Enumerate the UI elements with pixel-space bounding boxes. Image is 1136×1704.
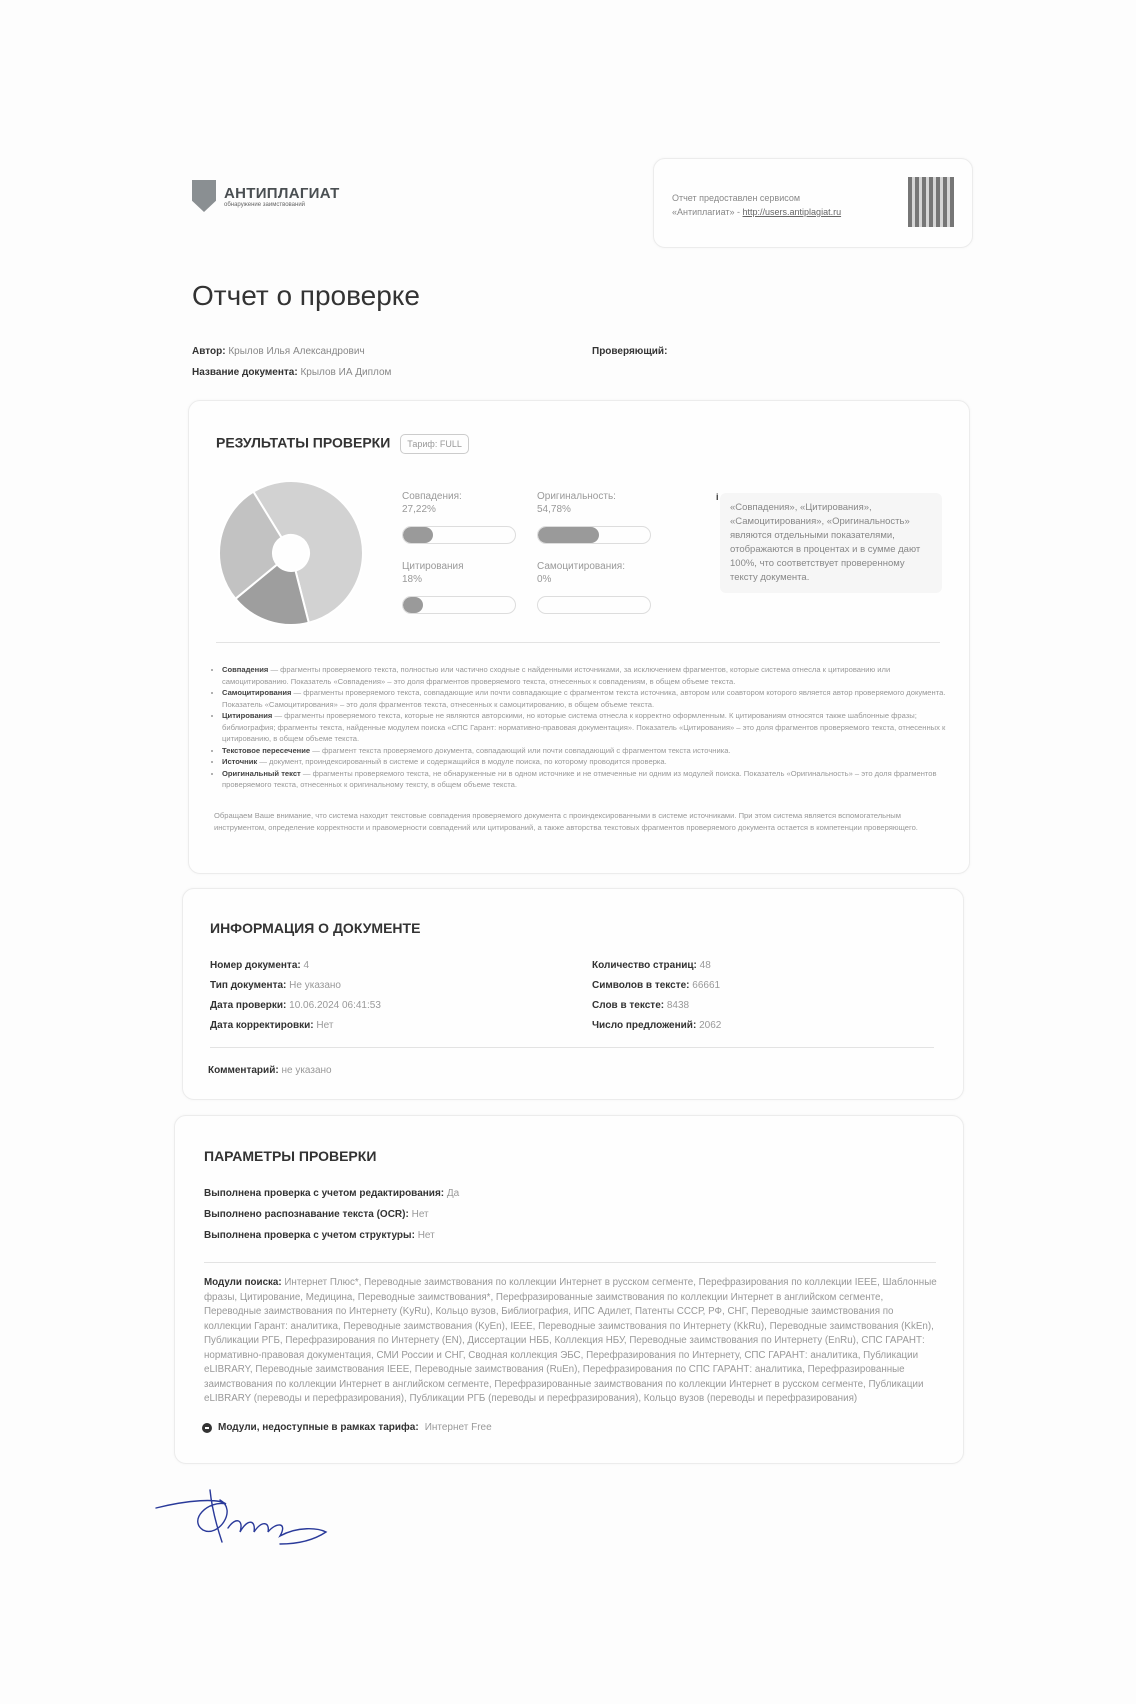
doc-info-value: 4	[303, 960, 310, 971]
param-value: Да	[446, 1188, 460, 1199]
modules-list: Интернет Плюс*, Переводные заимствования по коллекции Интернет в русском сегменте, Перефразирования по коллекции IEEE, Шаблонные фразы, Цитирование, Медицина, Переводные заимствования*, Перефразированные заимствования по коллекции Интернет в английском сегменте, Переводные заимствования по Интернету (KyRu), Кольцо вузов, Библиография, ИПС Адилет, Патенты СССР, РФ, СНГ, Переводные заимствования по коллекции Гарант: аналитика, Переводные заимствования (KyEn), IEEE, Переводные заимствования по Интернету (KkRu), Переводные заимствования (KkEn), Публикации РГБ, Перефразирования по Интернету (EN), Диссертации НББ, Коллекция НБУ, Переводные заимствования по Интернету (EnRu), СПС ГАРАНТ: нормативно-правовая документация, СМИ России и СНГ, Сводная коллекция ЭБС, Перефразирования по Интернету, СПС ГАРАНТ: аналитика, Публикации eLIBRARY, Переводные заимствования IEEE, Переводные заимствования (RuEn), Перефразирования по СПС ГАРАНТ: аналитика, Перефразированные заимствования по коллекции Интернет в английском сегменте, Перефразированные заимствования по коллекции Интернет в русском сегменте, Публикации eLIBRARY (переводы и перефразирования), Публикации РГБ (переводы и перефразирования), Кольцо вузов (переводы и перефразирования)	[204, 1277, 937, 1404]
legend-term: Самоцитирования	[222, 688, 292, 697]
legend-item	[222, 664, 954, 687]
legend-item	[222, 710, 954, 745]
divider	[216, 642, 940, 643]
results-title	[216, 434, 469, 454]
stat-progress-fill	[403, 597, 423, 613]
param-label: Выполнена проверка с учетом редактирования:	[204, 1188, 445, 1199]
comment-label: Комментарий:	[208, 1065, 279, 1076]
stat-value: 27,22%	[402, 504, 436, 515]
doc-name-row	[192, 367, 391, 378]
shield-logo-icon	[192, 180, 216, 212]
author-label: Автор:	[192, 346, 226, 357]
doc-info-label: Символов в тексте:	[592, 980, 690, 991]
legend-term: Источник	[222, 757, 258, 766]
doc-info-label: Дата корректировки:	[210, 1020, 314, 1031]
doc-info-row	[592, 980, 720, 991]
service-name: «Антиплагиат» -	[672, 207, 743, 217]
divider	[210, 1047, 934, 1048]
legend-term: Оригинальный текст	[222, 768, 301, 778]
doc-info-label: Номер документа:	[210, 960, 301, 971]
doc-info-label: Дата проверки:	[210, 1000, 287, 1011]
stat-progress-bar	[537, 596, 651, 614]
doc-info-label: Число предложений:	[592, 1020, 697, 1031]
doc-info-value: Нет	[316, 1020, 334, 1031]
param-value: Нет	[411, 1209, 429, 1220]
service-line: Отчет предоставлен сервисом	[672, 193, 801, 203]
param-row	[204, 1209, 429, 1220]
check-params-title: ПАРАМЕТРЫ ПРОВЕРКИ	[204, 1148, 377, 1164]
doc-info-row	[210, 1020, 333, 1031]
doc-info-row	[210, 1000, 381, 1011]
doc-info-value: 2062	[699, 1020, 722, 1031]
doc-info-row	[592, 1000, 689, 1011]
param-label: Выполнено распознавание текста (OCR):	[204, 1209, 409, 1220]
doc-info-label: Количество страниц:	[592, 960, 697, 971]
doc-name-label: Название документа:	[192, 367, 298, 378]
param-label: Выполнена проверка с учетом структуры:	[204, 1230, 415, 1241]
legend-text: — фрагменты проверяемого текста, которые не являются авторскими, но которые система отнесла к корректно оформленным. К цитированиям относятся также шаблонные фразы; библиография; фрагменты текста, найденные модулем поиска «СПС Гарант: нормативно-правовая документация». Показатель «Цитирования» – это доля фрагментов проверяемого текста, отнесенных к цитированию, в общем объеме текста.	[222, 711, 946, 743]
reviewer-row	[592, 346, 667, 357]
doc-name-value: Крылов ИА Диплом	[300, 367, 392, 378]
document-info-title: ИНФОРМАЦИЯ О ДОКУМЕНТЕ	[210, 920, 421, 936]
doc-info-row	[592, 960, 711, 971]
stat-label: Самоцитирования:	[537, 561, 625, 572]
service-info-box	[653, 158, 973, 248]
stat-label: Оригинальность:	[537, 491, 616, 502]
legend-item	[222, 756, 954, 768]
author-value: Крылов Илья Александрович	[228, 346, 365, 357]
service-link[interactable]: http://users.antiplagiat.ru	[742, 207, 842, 217]
unavailable-modules-row	[202, 1422, 492, 1433]
doc-info-value: 8438	[666, 1000, 690, 1011]
stat-progress-fill	[538, 527, 599, 543]
legend-term: Цитирования	[222, 711, 273, 720]
info-icon: i	[716, 492, 719, 502]
modules-label: Модули поиска:	[204, 1277, 282, 1288]
comment-value: не указано	[281, 1065, 332, 1076]
doc-info-row	[210, 980, 341, 991]
results-title-text: РЕЗУЛЬТАТЫ ПРОВЕРКИ	[216, 434, 391, 451]
doc-info-row	[210, 960, 309, 971]
results-donut-chart	[216, 478, 366, 628]
qr-code-icon	[908, 177, 954, 227]
stat-value: 18%	[402, 574, 423, 585]
stat-progress-fill	[403, 527, 433, 543]
stat-3	[537, 560, 625, 586]
disclaimer: Обращаем Ваше внимание, что система находит текстовые совпадения проверяемого документа с проиндексированными в системе источниками. При этом система является вспомогательным инструментом, определение корректности и правомерности совпадений или цитирований, а также авторства текстовых фрагментов проверяемого документа остается в компетенции проверяющего.	[214, 811, 918, 832]
tariff-badge: Тариф: FULL	[400, 434, 469, 454]
doc-info-value: 66661	[692, 980, 721, 991]
legend-item	[222, 687, 954, 710]
stat-progress-bar	[402, 526, 516, 544]
legend-text: — документ, проиндексированный в системе и содержащийся в модуле поиска, по которому проводится проверка.	[257, 757, 667, 766]
param-row	[204, 1188, 459, 1199]
doc-info-value: Не указано	[289, 980, 341, 991]
stat-2	[402, 560, 464, 586]
stat-value: 0%	[537, 574, 552, 585]
doc-info-label: Слов в тексте:	[592, 1000, 665, 1011]
stat-value: 54,78%	[537, 504, 571, 515]
stat-progress-bar	[537, 526, 651, 544]
doc-info-row	[592, 1020, 721, 1031]
unavailable-value: Интернет Free	[424, 1422, 492, 1433]
doc-info-label: Тип документа:	[210, 980, 287, 991]
terms-legend	[208, 664, 954, 791]
legend-text: — фрагменты проверяемого текста, не обнаруженные ни в одном источнике и не отмеченные ни одним из модулей поиска. Показатель «Оригинальность» – это доля фрагментов проверяемого текста, отнесенных к оригинальному тексту, в общем объеме текста.	[222, 768, 937, 789]
results-note: «Совпадения», «Цитирования», «Самоцитирования», «Оригинальность» являются отдельными показателями, отображаются в процентах и в сумме дают 100%, что соответствует проверенному тексту документа.	[720, 493, 942, 593]
doc-info-value: 10.06.2024 06:41:53	[289, 1000, 381, 1011]
stat-progress-bar	[402, 596, 516, 614]
minus-circle-icon	[202, 1423, 212, 1433]
divider	[204, 1262, 936, 1263]
stat-label: Совпадения:	[402, 491, 462, 502]
param-row	[204, 1230, 435, 1241]
stat-1	[537, 490, 616, 516]
unavailable-label: Модули, недоступные в рамках тарифа:	[218, 1422, 419, 1433]
handwritten-signature	[148, 1470, 368, 1555]
legend-text: — фрагмент текста проверяемого документа, совпадающий или почти совпадающий с фрагментом текста источника.	[310, 745, 731, 755]
logo-name: АНТИПЛАГИАТ	[224, 184, 340, 202]
antiplagiat-logo	[192, 180, 340, 212]
legend-item	[222, 768, 954, 791]
legend-item	[222, 745, 954, 757]
legend-text: — фрагменты проверяемого текста, полностью или частично сходные с найденными источниками, за исключением фрагментов, которые система отнесла к цитированию или самоцитированию. Показатель «Совпадения» – это доля фрагментов проверяемого текста, отнесенных к совпадениям, в общем объеме текста.	[222, 665, 891, 686]
results-card	[188, 400, 970, 874]
search-modules	[204, 1276, 940, 1407]
logo-subtitle: обнаружение заимствований	[224, 201, 306, 208]
reviewer-label: Проверяющий:	[592, 346, 668, 357]
stat-0	[402, 490, 462, 516]
param-value: Нет	[417, 1230, 435, 1241]
legend-term: Текстовое пересечение	[222, 745, 311, 755]
author-row	[192, 346, 365, 357]
stat-label: Цитирования	[402, 561, 464, 572]
legend-text: — фрагменты проверяемого текста, совпадающие или почти совпадающие с фрагментом текста источника, автором или соавтором которого является автор проверяемого документа. Показатель «Самоцитирования» – это доля фрагментов текста, отнесенных к самоцитированию, в общем объеме текста.	[222, 688, 946, 709]
doc-info-value: 48	[699, 960, 711, 971]
comment-row	[208, 1065, 332, 1076]
legend-term: Совпадения	[222, 665, 269, 674]
page-title: Отчет о проверке	[192, 280, 420, 311]
